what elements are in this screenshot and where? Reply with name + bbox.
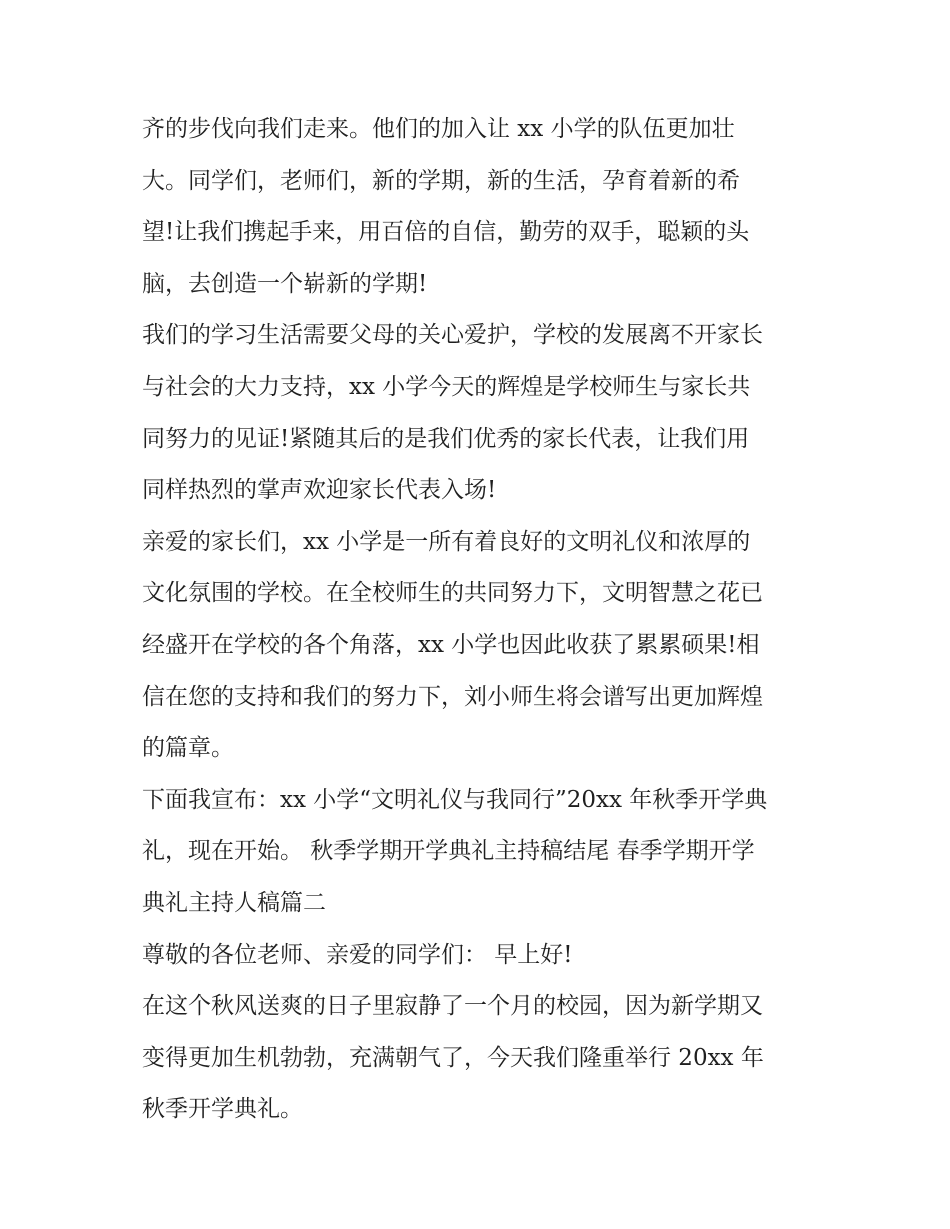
text-line: 礼，现在开始。 秋季学期开学典礼主持稿结尾 春季学期开学 [142, 838, 755, 865]
text-line: 齐的步伐向我们走来。他们的加入让 xx 小学的队伍更加壮 [142, 116, 735, 142]
text-line: 典礼主持人稿篇二 [142, 889, 326, 916]
text-line: 变得更加生机勃勃，充满朝气了，今天我们隆重举行 20xx 年 [142, 1044, 764, 1071]
text-line: 文化氛围的学校。在全校师生的共同努力下，文明智慧之花已 [142, 580, 763, 607]
text-line: 秋季开学典礼。 [142, 1096, 303, 1123]
text-line: 的篇章。 [142, 735, 234, 762]
text-line: 亲爱的家长们，xx 小学是一所有着良好的文明礼仪和浓厚的 [142, 528, 751, 555]
text-line: 尊敬的各位老师、亲爱的同学们： 早上好! [142, 941, 573, 968]
text-line: 望!让我们携起手来，用百倍的自信，勤劳的双手，聪颖的头 [142, 219, 750, 246]
text-line: 在这个秋风送爽的日子里寂静了一个月的校园，因为新学期又 [142, 993, 763, 1020]
text-line: 信在您的支持和我们的努力下，刘小师生将会谱写出更加辉煌 [142, 683, 763, 710]
text-line: 下面我宣布：xx 小学“文明礼仪与我同行”20xx 年秋季开学典 [142, 786, 768, 813]
text-line: 我们的学习生活需要父母的关心爱护，学校的发展离不开家长 [142, 322, 763, 349]
text-line: 经盛开在学校的各个角落，xx 小学也因此收获了累累硕果!相 [142, 631, 760, 658]
text-line: 与社会的大力支持，xx 小学今天的辉煌是学校师生与家长共 [142, 373, 751, 400]
document-body [142, 104, 822, 1136]
text-line: 脑，去创造一个崭新的学期! [142, 270, 428, 297]
text-line: 同努力的见证!紧随其后的是我们优秀的家长代表，让我们用 [142, 425, 750, 452]
text-line: 同样热烈的掌声欢迎家长代表入场! [142, 477, 497, 504]
text-line: 大。同学们，老师们，新的学期，新的生活，孕育着新的希 [142, 167, 740, 194]
